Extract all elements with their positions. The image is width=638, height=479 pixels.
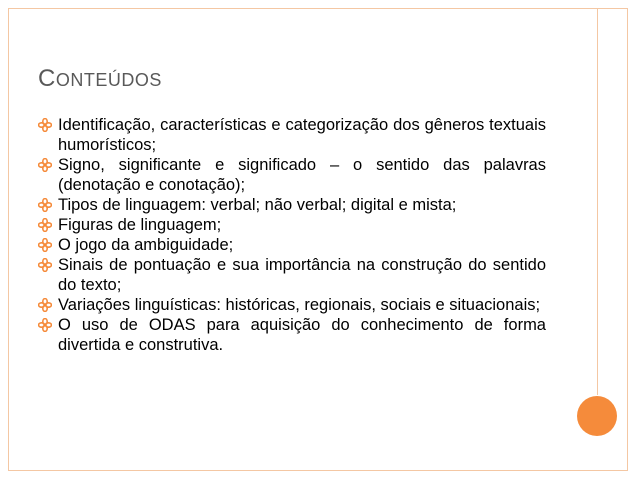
list-item-text: Identificação, características e categorização dos gêneros textuais humorísticos; xyxy=(58,116,546,154)
list-item-text: Signo, significante e significado – o sentido das palavras (denotação e conotação); xyxy=(58,156,546,194)
list-item xyxy=(38,295,546,315)
decorative-bullet-icon xyxy=(38,198,52,212)
list-item xyxy=(38,115,546,155)
content-list xyxy=(38,115,546,355)
list-item-text: O jogo da ambiguidade; xyxy=(58,236,234,254)
list-item xyxy=(38,255,546,295)
decorative-bullet-icon xyxy=(38,298,52,312)
slide-title-text: CONTEÚDOS xyxy=(38,65,162,92)
decorative-bullet-icon xyxy=(38,318,52,332)
decorative-bullet-icon xyxy=(38,118,52,132)
list-item-text: Variações linguísticas: históricas, regionais, sociais e situacionais; xyxy=(58,296,541,314)
list-item xyxy=(38,315,546,355)
decorative-bullet-icon xyxy=(38,238,52,252)
list-item xyxy=(38,195,546,215)
list-item-text: Tipos de linguagem: verbal; não verbal; digital e mista; xyxy=(58,196,457,214)
list-item-text: O uso de ODAS para aquisição do conhecimento de forma divertida e construtiva. xyxy=(58,316,546,354)
list-item-text: Sinais de pontuação e sua importância na construção do sentido do texto; xyxy=(58,256,546,294)
list-item xyxy=(38,215,546,235)
list-item xyxy=(38,155,546,195)
decorative-bullet-icon xyxy=(38,258,52,272)
slide-title xyxy=(38,65,162,93)
list-item-text: Figuras de linguagem; xyxy=(58,216,222,234)
decorative-vertical-line xyxy=(597,9,598,395)
decorative-bullet-icon xyxy=(38,158,52,172)
decorative-orange-circle xyxy=(577,396,617,436)
decorative-bullet-icon xyxy=(38,218,52,232)
list-item xyxy=(38,235,546,255)
